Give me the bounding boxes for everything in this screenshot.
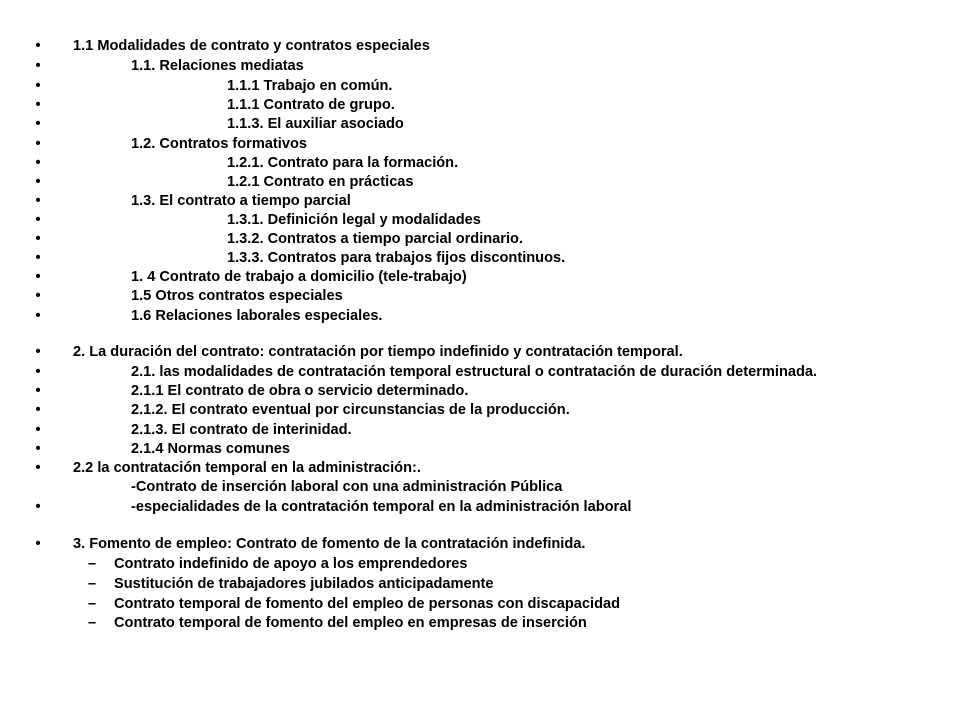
outline-item-text: 2.1.3. El contrato de interinidad. bbox=[131, 422, 352, 438]
dash-icon: – bbox=[88, 615, 97, 631]
bullet-icon: • bbox=[35, 250, 41, 266]
bullet-icon: • bbox=[35, 422, 41, 438]
outline-item-text: 1.1.1 Trabajo en común. bbox=[227, 78, 393, 94]
outline-item-text: 1. 4 Contrato de trabajo a domicilio (tele-trabajo) bbox=[131, 269, 467, 285]
outline-item-text: 2.1.4 Normas comunes bbox=[131, 441, 290, 457]
outline-item-text: 2.1. las modalidades de contratación temporal estructural o contratación de duración determinada. bbox=[131, 364, 818, 380]
bullet-icon: • bbox=[35, 78, 41, 94]
bullet-icon: • bbox=[35, 383, 41, 399]
bullet-icon: • bbox=[35, 536, 41, 552]
outline-item-text: 2.1.2. El contrato eventual por circunstancias de la producción. bbox=[131, 402, 570, 418]
outline-item-text: 1.2. Contratos formativos bbox=[131, 136, 307, 152]
bullet-icon: • bbox=[35, 441, 41, 457]
dash-icon: – bbox=[88, 596, 97, 612]
bullet-icon: • bbox=[35, 269, 41, 285]
bullet-icon: • bbox=[35, 97, 41, 113]
bullet-icon: • bbox=[35, 174, 41, 190]
outline-item-text: 3. Fomento de empleo: Contrato de fomento de la contratación indefinida. bbox=[73, 536, 586, 552]
outline-item-text: 1.6 Relaciones laborales especiales. bbox=[131, 308, 383, 324]
outline-item-text: 1.3.2. Contratos a tiempo parcial ordinario. bbox=[227, 231, 524, 247]
bullet-icon: • bbox=[35, 402, 41, 418]
outline-item-text: 1.5 Otros contratos especiales bbox=[131, 288, 343, 304]
bullet-icon: • bbox=[35, 364, 41, 380]
dash-icon: – bbox=[88, 576, 97, 592]
outline-item-text: 1.3.3. Contratos para trabajos fijos discontinuos. bbox=[227, 250, 566, 266]
bullet-icon: • bbox=[35, 499, 41, 515]
bullet-icon: • bbox=[35, 344, 41, 360]
bullet-icon: • bbox=[35, 212, 41, 228]
outline-item-text: 2.2 la contratación temporal en la administración:. bbox=[73, 460, 421, 476]
bullet-icon: • bbox=[35, 155, 41, 171]
dash-icon: – bbox=[88, 556, 97, 572]
bullet-icon: • bbox=[35, 136, 41, 152]
outline-item-text: 2. La duración del contrato: contratación por tiempo indefinido y contratación temporal. bbox=[73, 344, 683, 360]
outline-item-text: -Contrato de inserción laboral con una administración Pública bbox=[131, 479, 563, 495]
outline-item-text: 1.1.3. El auxiliar asociado bbox=[227, 116, 404, 132]
outline-item-text: -especialidades de la contratación temporal en la administración laboral bbox=[131, 499, 632, 515]
bullet-icon: • bbox=[35, 460, 41, 476]
outline-item-text: 1.3. El contrato a tiempo parcial bbox=[131, 193, 351, 209]
bullet-icon: • bbox=[35, 231, 41, 247]
bullet-icon: • bbox=[35, 193, 41, 209]
bullet-icon: • bbox=[35, 308, 41, 324]
bullet-icon: • bbox=[35, 58, 41, 74]
outline-item-text: 1.2.1. Contrato para la formación. bbox=[227, 155, 459, 171]
outline-item-text: Contrato temporal de fomento del empleo en empresas de inserción bbox=[114, 615, 587, 631]
bullet-icon: • bbox=[35, 116, 41, 132]
outline-item-text: Contrato indefinido de apoyo a los emprendedores bbox=[114, 556, 468, 572]
outline-item-text: Sustitución de trabajadores jubilados anticipadamente bbox=[114, 576, 494, 592]
outline-item-text: 2.1.1 El contrato de obra o servicio determinado. bbox=[131, 383, 469, 399]
outline-item-text: 1.3.1. Definición legal y modalidades bbox=[227, 212, 481, 228]
outline-item-text: 1.2.1 Contrato en prácticas bbox=[227, 174, 414, 190]
outline-item-text: 1.1. Relaciones mediatas bbox=[131, 58, 304, 74]
outline-item-text: 1.1 Modalidades de contrato y contratos especiales bbox=[73, 38, 430, 54]
outline-item-text: 1.1.1 Contrato de grupo. bbox=[227, 97, 395, 113]
bullet-icon: • bbox=[35, 38, 41, 54]
outline-item-text: Contrato temporal de fomento del empleo de personas con discapacidad bbox=[114, 596, 621, 612]
bullet-icon: • bbox=[35, 288, 41, 304]
